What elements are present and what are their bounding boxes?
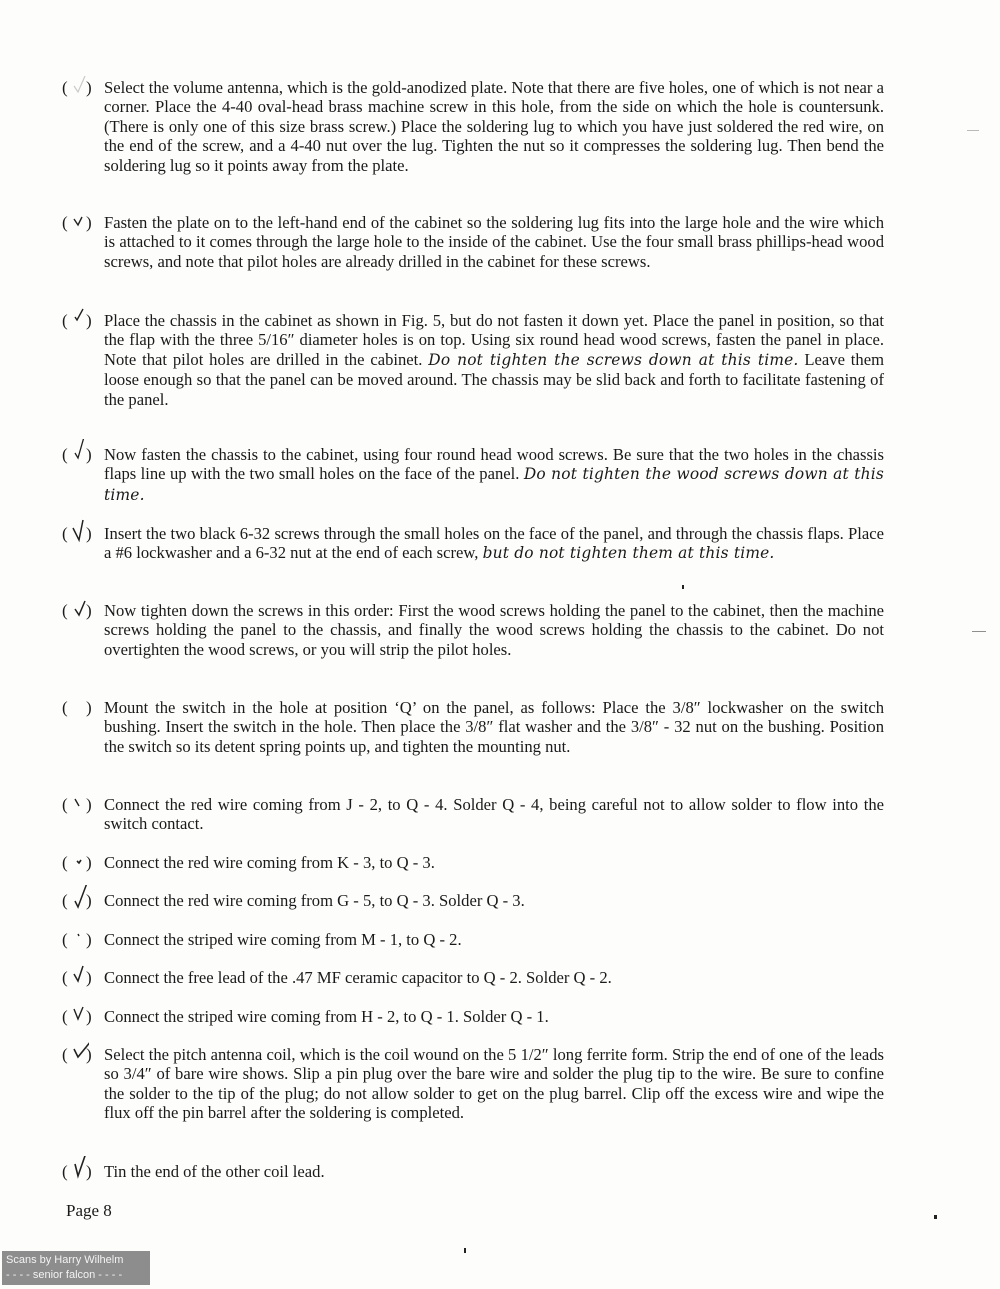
assembly-step — [58, 524, 884, 564]
assembly-step — [58, 968, 884, 987]
step-text — [104, 213, 884, 271]
checkbox[interactable] — [58, 930, 102, 950]
checkbox[interactable] — [58, 213, 102, 233]
scan-speck — [934, 1215, 937, 1219]
assembly-step — [58, 930, 884, 949]
step-text — [104, 78, 884, 175]
step-body: Place the chassis in the cabinet as shown in Fig. 5, but do not fasten it down yet. Place the panel in position, so that the flap with the three 5/16″ diameter holes is on top. Using six round head wood screws, fasten the panel in place. Note that pilot holes are drilled in the cabinet. — [104, 311, 884, 369]
step-text — [104, 930, 884, 949]
step-text — [104, 1162, 884, 1181]
step-body: Mount the switch in the hole at position ‘Q’ on the panel, as follows: Place the 3/8″ lockwasher on the switch bushing. Insert the switch in the hole. Then place the 3/8″ flat washer and the 3/8″ - 32 nut on the bushing. Position the switch so its detent spring points up, and tighten the mounting nut. — [104, 698, 884, 756]
checkmark-icon — [71, 789, 89, 815]
checkbox-open-paren-icon: ( — [62, 853, 68, 872]
checkmark-icon — [71, 1039, 89, 1065]
checkbox-close-paren-icon: ) — [86, 445, 92, 464]
checkbox[interactable] — [58, 698, 102, 718]
checkmark-icon — [71, 962, 89, 988]
checkmark-icon — [71, 72, 89, 98]
step-emphasis: Do not tighten the screws down at this time. — [428, 350, 799, 369]
step-emphasis: Do not tighten the wood screws down at this time. — [104, 465, 884, 504]
step-text — [104, 891, 884, 910]
scan-speck — [967, 130, 979, 131]
checkbox-open-paren-icon: ( — [62, 795, 68, 814]
assembly-step — [58, 311, 884, 409]
checkmark-icon — [71, 207, 89, 233]
checkbox[interactable] — [58, 968, 102, 988]
checkbox-open-paren-icon: ( — [62, 698, 68, 717]
checkmark-icon — [71, 439, 89, 465]
checkmark-icon — [71, 595, 89, 621]
checkbox[interactable] — [58, 1162, 102, 1182]
step-body: Connect the striped wire coming from M - 1, to Q - 2. — [104, 930, 462, 949]
checkbox[interactable] — [58, 524, 102, 544]
checkbox-open-paren-icon: ( — [62, 78, 68, 97]
checkbox-close-paren-icon: ) — [86, 213, 92, 232]
checkbox-open-paren-icon: ( — [62, 891, 68, 910]
page-number: Page 8 — [66, 1201, 112, 1220]
checkbox[interactable] — [58, 78, 102, 98]
checkmark-icon — [71, 1156, 89, 1182]
step-text — [104, 853, 884, 872]
checkmark-icon — [71, 305, 89, 331]
step-body: Connect the red wire coming from G - 5, to Q - 3. Solder Q - 3. — [104, 891, 525, 910]
step-body: Select the volume antenna, which is the gold-anodized plate. Note that there are five holes, one of which is not near a corner. Place the 4-40 oval-head brass machine screw in this hole, from the side on which the hole is countersunk. (There is only one of this size brass screw.) Place the soldering lug to which you have just soldered the red wire, on the end of the screw, and a 4-40 nut over the lug. Tighten the nut so it compresses the soldering lug. Then bend the soldering lug so it points away from the plate. — [104, 78, 884, 175]
step-body: Select the pitch antenna coil, which is the coil wound on the 5 1/2″ long ferrite form. Strip the end of one of the leads so 3/4″ of bare wire shows. Slip a pin plug over the bare wire and solder the plug tip to the wire. Be sure to confine the solder to the tip of the plug; do not allow solder to get on the plug barrel. Clip off the excess wire and wipe the flux off the pin barrel after the soldering is completed. — [104, 1045, 884, 1123]
checkmark-icon — [71, 885, 89, 911]
assembly-step — [58, 795, 884, 834]
step-body: Connect the free lead of the .47 MF ceramic capacitor to Q - 2. Solder Q - 2. — [104, 968, 612, 987]
scan-speck — [682, 585, 684, 589]
checkbox-close-paren-icon: ) — [86, 930, 92, 949]
checkbox[interactable] — [58, 853, 102, 873]
step-text — [104, 698, 884, 756]
checkbox-open-paren-icon: ( — [62, 213, 68, 232]
step-body: Connect the striped wire coming from H - 2, to Q - 1. Solder Q - 1. — [104, 1007, 549, 1026]
assembly-step — [58, 853, 884, 872]
assembly-step — [58, 213, 884, 271]
step-text — [104, 1007, 884, 1026]
checkbox-close-paren-icon: ) — [86, 968, 92, 987]
checkbox-open-paren-icon: ( — [62, 1045, 68, 1064]
checkbox-open-paren-icon: ( — [62, 445, 68, 464]
checkbox-close-paren-icon: ) — [86, 853, 92, 872]
checkbox[interactable] — [58, 891, 102, 911]
step-text — [104, 601, 884, 659]
assembly-step — [58, 1045, 884, 1123]
step-body: Connect the red wire coming from J - 2, to Q - 4. Solder Q - 4, being careful not to allow solder to flow into the switch contact. — [104, 795, 884, 834]
step-text — [104, 311, 884, 409]
checkmark-icon — [71, 847, 89, 873]
checkbox-open-paren-icon: ( — [62, 930, 68, 949]
step-emphasis: but do not tighten them at this time. — [482, 544, 775, 563]
scan-speck — [972, 631, 986, 632]
checkbox[interactable] — [58, 1007, 102, 1027]
checkmark-icon — [71, 518, 89, 544]
step-body: Fasten the plate on to the left-hand end of the cabinet so the soldering lug fits into the large hole and the wire which is attached to it comes through the large hole to the inside of the cabinet. Use the four small brass phillips-head wood screws, and note that pilot holes are already drilled in the cabinet for these screws. — [104, 213, 884, 271]
checkbox[interactable] — [58, 795, 102, 815]
assembly-step — [58, 601, 884, 659]
checkbox[interactable] — [58, 445, 102, 465]
checkmark-icon — [71, 924, 89, 950]
assembly-step — [58, 78, 884, 175]
step-body: Tin the end of the other coil lead. — [104, 1162, 325, 1181]
checkbox[interactable] — [58, 1045, 102, 1065]
checkbox-open-paren-icon: ( — [62, 1162, 68, 1181]
watermark-line-1: Scans by Harry Wilhelm — [6, 1254, 124, 1266]
assembly-step — [58, 1007, 884, 1026]
step-body: Connect the red wire coming from K - 3, to Q - 3. — [104, 853, 435, 872]
checkbox-close-paren-icon: ) — [86, 1162, 92, 1181]
step-body: Now fasten the chassis to the cabinet, using four round head wood screws. Be sure that the two holes in the chassis flaps line up with the two small holes on the face of the panel. — [104, 445, 884, 484]
step-text — [104, 524, 884, 564]
checkbox-close-paren-icon: ) — [86, 78, 92, 97]
assembly-step — [58, 698, 884, 756]
step-body: Now tighten down the screws in this order: First the wood screws holding the panel to the cabinet, then the machine screws holding the panel to the chassis, and finally the wood screws holding the chassis to the cabinet. Do not overtighten the wood screws, or you will strip the pilot holes. — [104, 601, 884, 659]
step-text — [104, 445, 884, 505]
checkbox-close-paren-icon: ) — [86, 311, 92, 330]
scanner-watermark — [2, 1251, 150, 1285]
checkbox-open-paren-icon: ( — [62, 524, 68, 543]
scan-speck — [464, 1248, 466, 1253]
checkbox-close-paren-icon: ) — [86, 795, 92, 814]
checkbox-close-paren-icon: ) — [86, 1045, 92, 1064]
watermark-line-2: - - - - senior falcon - - - - — [6, 1269, 123, 1281]
step-text — [104, 1045, 884, 1123]
checkbox-open-paren-icon: ( — [62, 968, 68, 987]
checkbox-close-paren-icon: ) — [86, 601, 92, 620]
step-body: Insert the two black 6-32 screws through the small holes on the face of the panel, and through the chassis flaps. Place a #6 lockwasher and a 6-32 nut at the end of each screw, — [104, 524, 884, 563]
checkmark-icon — [71, 1001, 89, 1027]
step-text — [104, 968, 884, 987]
checkbox-close-paren-icon: ) — [86, 698, 92, 717]
checkbox-close-paren-icon: ) — [86, 1007, 92, 1026]
checkbox-open-paren-icon: ( — [62, 311, 68, 330]
checkbox-close-paren-icon: ) — [86, 524, 92, 543]
checkbox[interactable] — [58, 311, 102, 331]
step-body-after: Leave them loose enough so that the panel can be moved around. The chassis may be slid back and forth to facilitate fastening of the panel. — [104, 349, 884, 409]
assembly-step — [58, 891, 884, 910]
step-text — [104, 795, 884, 834]
checkbox-open-paren-icon: ( — [62, 1007, 68, 1026]
checkbox-open-paren-icon: ( — [62, 601, 68, 620]
checkbox-close-paren-icon: ) — [86, 891, 92, 910]
assembly-step — [58, 445, 884, 505]
checkbox[interactable] — [58, 601, 102, 621]
assembly-step — [58, 1162, 884, 1181]
